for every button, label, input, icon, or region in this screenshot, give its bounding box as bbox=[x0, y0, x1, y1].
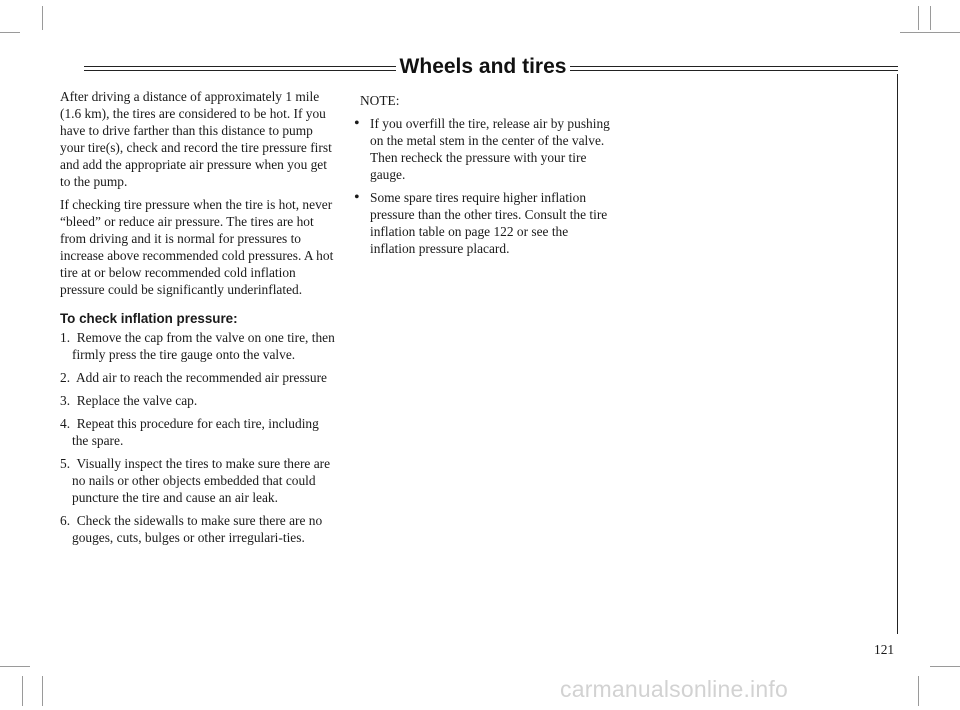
step-item: 1. Remove the cap from the valve on one tire, then firmly press the tire gauge onto the valve. bbox=[60, 330, 335, 362]
header-rule-left bbox=[84, 66, 396, 71]
crop-mark bbox=[42, 676, 43, 706]
bullet-icon: • bbox=[354, 189, 360, 206]
crop-mark bbox=[918, 6, 919, 30]
header-rule-right bbox=[570, 66, 898, 71]
page-title: Wheels and tires bbox=[399, 55, 567, 78]
crop-mark bbox=[42, 6, 43, 30]
step-item: 6. Check the sidewalls to make sure there are no gouges, cuts, bulges or other irregulari-ties. bbox=[60, 513, 323, 545]
step-item: 5. Visually inspect the tires to make sure there are no nails or other objects embedded that could puncture the tire and cause an air leak. bbox=[60, 456, 331, 505]
watermark: carmanualsonline.info bbox=[560, 676, 788, 702]
note-item: • If you overfill the tire, release air by pushing on the metal stem in the center of the valve. Then recheck the pressure with your tire gauge. bbox=[354, 115, 610, 182]
notes-list bbox=[354, 115, 614, 257]
crop-mark bbox=[930, 6, 931, 30]
paragraph-hot-tires: After driving a distance of approximately 1 mile (1.6 km), the tires are considered to be hot. If you have to drive farther than this distance to pump your tire(s), check and record the tire pressure first and add the appropriate air pressure when you get to the pump. bbox=[60, 89, 332, 189]
bullet-icon: • bbox=[354, 115, 360, 132]
note-item: • Some spare tires require higher inflation pressure than the other tires. Consult the tire inflation table on page 122 or see the inflation pressure placard. bbox=[354, 189, 608, 256]
crop-mark bbox=[22, 676, 23, 706]
subheading-check-pressure: To check inflation pressure: bbox=[60, 311, 238, 326]
note-label: NOTE: bbox=[360, 93, 400, 108]
crop-mark bbox=[900, 32, 960, 33]
crop-mark bbox=[0, 32, 20, 33]
left-column bbox=[60, 88, 336, 552]
right-margin-rule bbox=[897, 74, 898, 634]
step-item: 4. Repeat this procedure for each tire, including the spare. bbox=[60, 416, 319, 448]
crop-mark bbox=[930, 666, 960, 667]
step-item: 2. Add air to reach the recommended air pressure bbox=[60, 370, 327, 385]
step-item: 3. Replace the valve cap. bbox=[60, 393, 198, 408]
crop-mark bbox=[0, 666, 30, 667]
right-column bbox=[354, 92, 614, 263]
steps-list bbox=[60, 329, 336, 546]
page-number: 121 bbox=[874, 642, 895, 657]
paragraph-bleed-warning: If checking tire pressure when the tire is hot, never “bleed” or reduce air pressure. The tires are hot from driving and it is normal for pressures to increase above recommended cold pressures. A hot tire at or below recommended cold inflation pressure could be significantly underinflated. bbox=[60, 197, 334, 297]
